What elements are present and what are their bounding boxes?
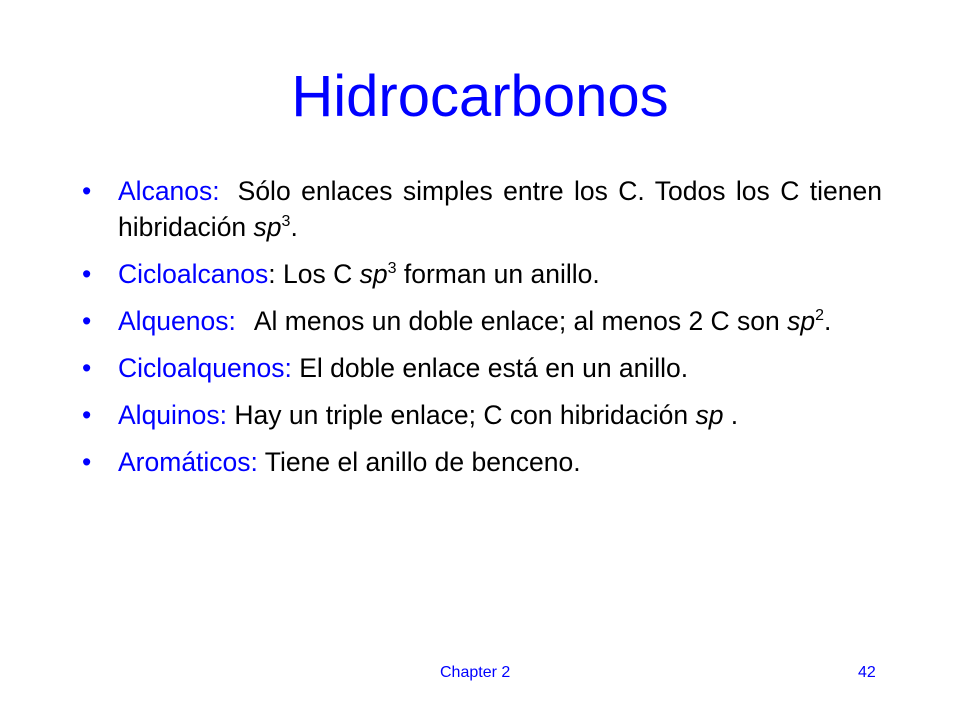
- term-alquenos: Alquenos:: [118, 306, 236, 336]
- term-alquinos: Alquinos:: [118, 400, 228, 430]
- bullet-alcanos: [82, 173, 882, 245]
- term-aromaticos: Aromáticos:: [118, 447, 258, 477]
- superscript: 3: [281, 213, 291, 230]
- slide-title: Hidrocarbonos: [291, 64, 669, 129]
- bullet-list: [82, 173, 882, 491]
- math-sp: sp: [695, 400, 724, 430]
- text-end: .: [824, 306, 832, 336]
- footer-page-number: 42: [858, 664, 876, 681]
- text-end: .: [723, 400, 739, 430]
- superscript: 2: [815, 307, 825, 324]
- separator: :: [268, 259, 276, 289]
- text-end: .: [290, 212, 298, 242]
- text-end: forman un anillo.: [396, 259, 600, 289]
- bullet-marker: •: [82, 447, 92, 477]
- text-alquinos: Hay un triple enlace; C con hibridación: [227, 400, 696, 430]
- bullet-cicloalquenos: [82, 350, 882, 386]
- term-cicloalquenos: Cicloalquenos:: [118, 353, 292, 383]
- bullet-marker: •: [82, 259, 92, 289]
- math-sp: sp: [253, 212, 282, 242]
- footer-chapter: Chapter 2: [440, 664, 511, 681]
- bullet-marker: •: [82, 306, 92, 336]
- bullet-cicloalcanos: [82, 256, 882, 292]
- text-alquenos: Al menos un doble enlace; al menos 2 C son: [253, 306, 788, 336]
- term-cicloalcanos: Cicloalcanos: [118, 259, 269, 289]
- bullet-marker: •: [82, 400, 92, 430]
- bullet-marker: •: [82, 176, 92, 206]
- math-sp: sp: [787, 306, 816, 336]
- term-alcanos: Alcanos:: [118, 176, 220, 206]
- text-cicloalcanos: Los C: [275, 259, 360, 289]
- math-sp: sp: [359, 259, 388, 289]
- bullet-aromaticos: [82, 444, 882, 480]
- bullet-marker: •: [82, 353, 92, 383]
- text-alcanos: Sólo enlaces simples entre los C. Todos los C tienen hibridación: [118, 176, 882, 242]
- bullet-alquinos: [82, 397, 882, 433]
- text-aromaticos: Tiene el anillo de benceno.: [257, 447, 581, 477]
- bullet-alquenos: [82, 303, 882, 339]
- text-cicloalquenos: El doble enlace está en un anillo.: [291, 353, 689, 383]
- superscript: 3: [387, 260, 397, 277]
